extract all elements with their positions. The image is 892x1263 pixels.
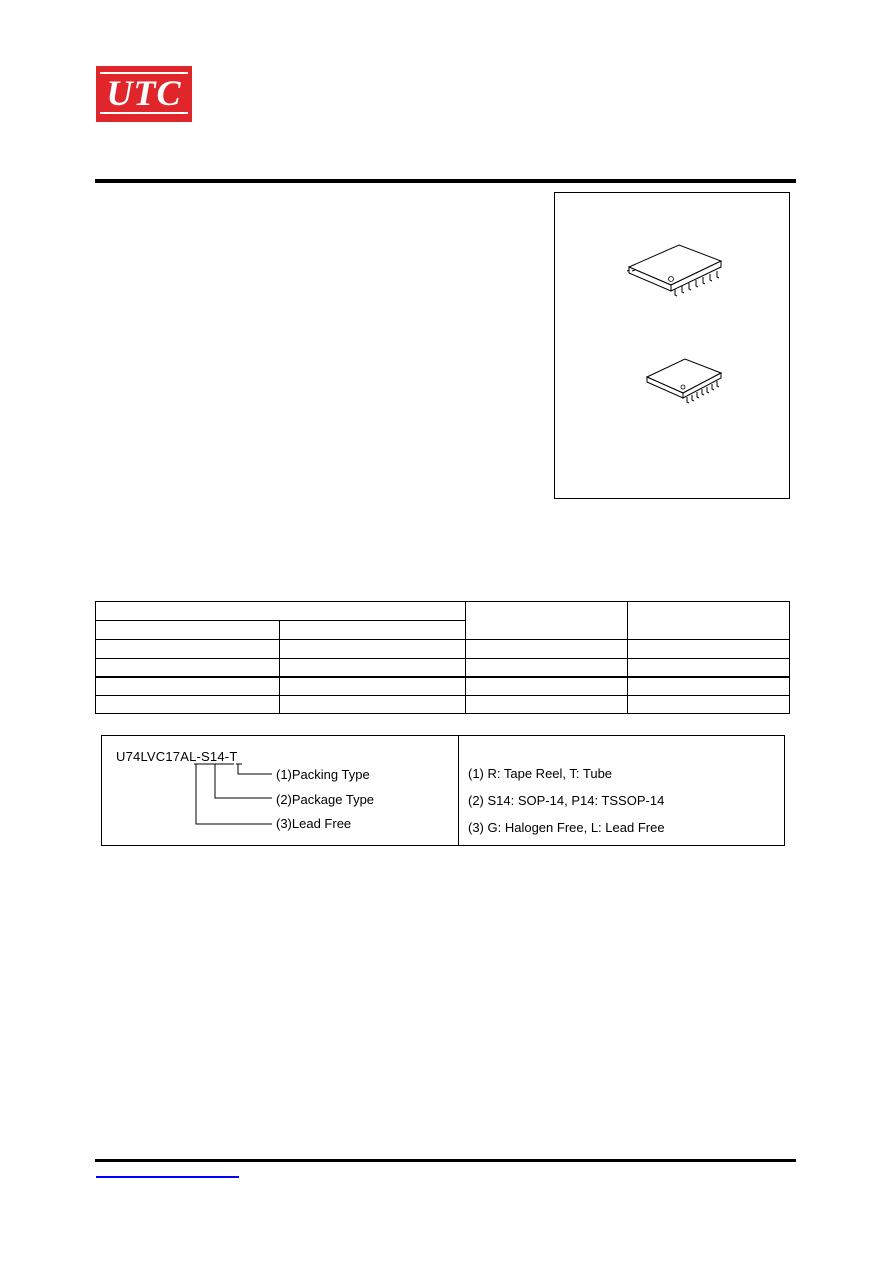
lead-free-label: (3)Lead Free xyxy=(276,816,352,831)
lead-free-description: (3) G: Halogen Free, L: Lead Free xyxy=(468,820,665,835)
table-col-rule xyxy=(627,601,628,714)
table-row-rule xyxy=(95,695,790,696)
logo-frame xyxy=(100,72,188,114)
tssop-14-package-icon xyxy=(643,355,723,407)
table-border-left xyxy=(95,601,96,714)
footer-website-link[interactable] xyxy=(96,1176,239,1178)
ordering-info-table xyxy=(95,601,790,714)
table-header-rule xyxy=(95,639,790,640)
table-row-rule xyxy=(95,676,790,678)
part-numbering-box xyxy=(101,735,785,846)
table-border-top xyxy=(95,601,790,602)
logo-text: UTC xyxy=(106,73,182,113)
part-number-code: U74LVC17AL-S14-T xyxy=(116,749,238,764)
table-col-rule xyxy=(465,601,466,714)
part-numbering-divider xyxy=(458,736,459,845)
footer-rule xyxy=(95,1159,796,1162)
header-rule xyxy=(95,179,796,183)
utc-logo xyxy=(96,66,192,122)
table-row-rule xyxy=(95,658,790,659)
package-type-label: (2)Package Type xyxy=(276,792,375,807)
table-header-subrule xyxy=(95,620,466,621)
sop-14-package-icon xyxy=(627,241,723,301)
package-type-description: (2) S14: SOP-14, P14: TSSOP-14 xyxy=(468,793,665,808)
packing-type-label: (1)Packing Type xyxy=(276,767,370,782)
packing-type-description: (1) R: Tape Reel, T: Tube xyxy=(468,766,613,781)
package-illustration-box xyxy=(554,192,790,499)
table-col-rule xyxy=(279,620,280,714)
table-border-right xyxy=(789,601,790,714)
table-border-bottom xyxy=(95,713,790,714)
